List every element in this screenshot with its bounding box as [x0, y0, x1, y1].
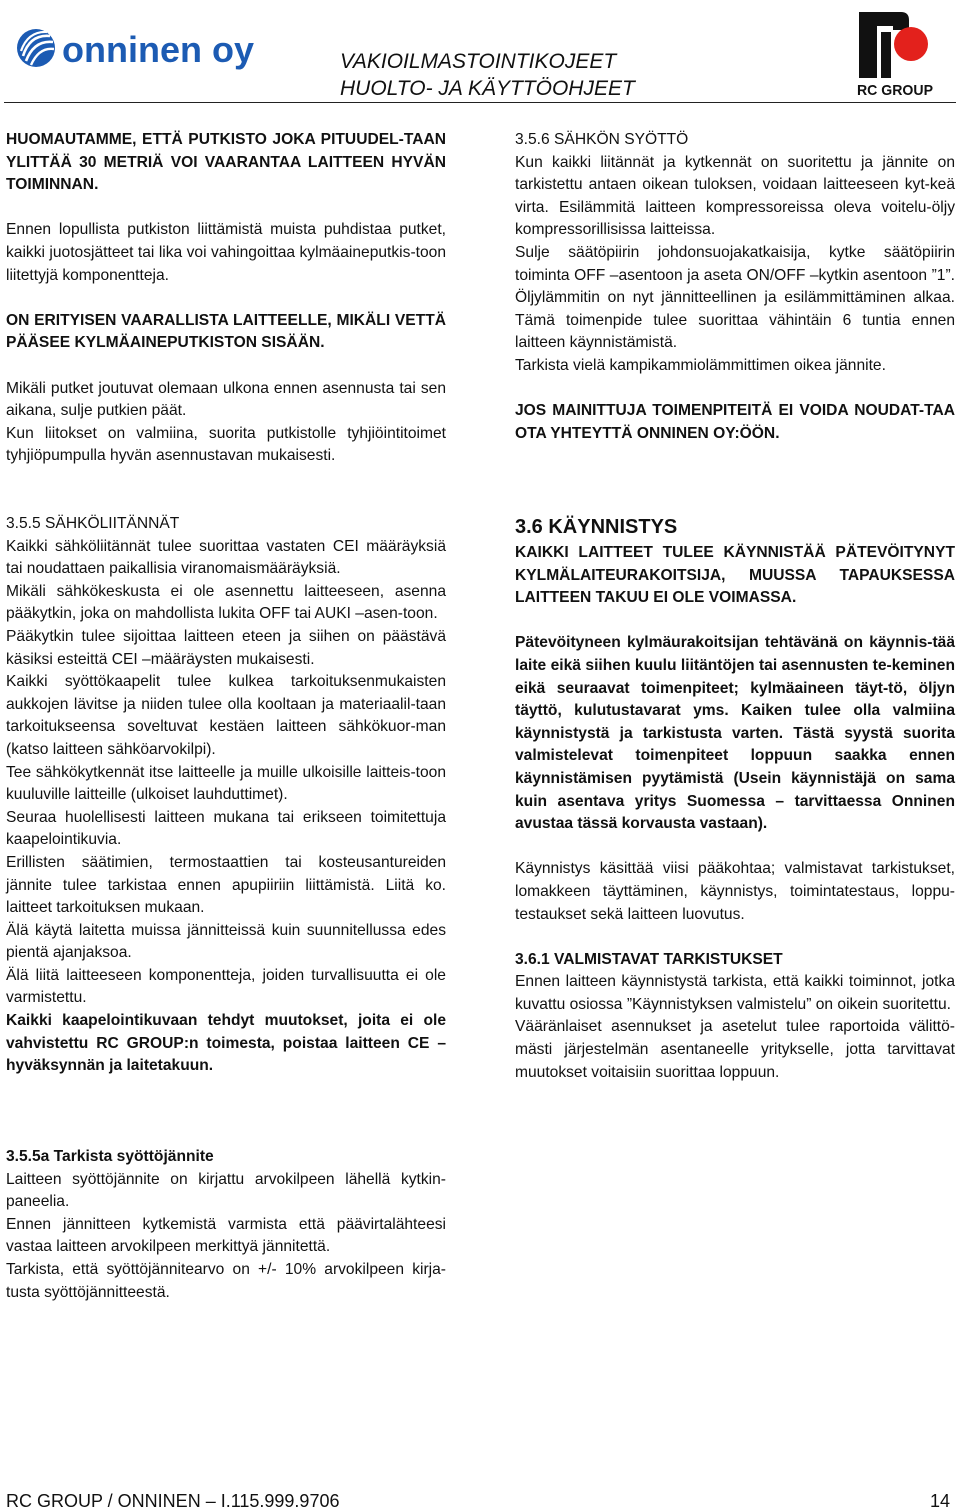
document-title-line1: VAKIOILMASTOINTIKOJEET [340, 50, 617, 73]
section-heading-3-6-1: 3.6.1 VALMISTAVAT TARKISTUKSET [515, 950, 783, 968]
electrical-paragraph-7: Erillisten säätimien, termostaattien tai kosteusantureiden jännite tulee tarkistaa ennen apupiiriin liittämistä. Liitä ko. laitteet tarkoituksen mukaan. [6, 853, 446, 917]
power-supply-paragraph-2: Sulje säätöpiirin johdonsuojakatkaisija, kytke säätöpiirin toiminta OFF –asentoon ja aseta ON/OFF –kytkin asentoon ”1”. Öljylämmitin on nyt jännitteellinen ja esilämmittäminen alkaa. Tämä toimenpide tulee suorittaa vähintäin 6 tuntia ennen laitteen käynnistämistä. [515, 243, 955, 352]
document-title [340, 48, 660, 102]
electrical-paragraph-5: Tee sähkökytkennät itse laitteelle ja muille ulkoisille laitteis-toon kuuluville laitteille (ulkoiset lauhduttimet). [6, 763, 446, 804]
pipe-ends-paragraph: Mikäli putket joutuvat olemaan ulkona ennen asennusta tai sen aikana, sulje putkien päät. [6, 379, 446, 420]
water-danger-warning: ON ERITYISEN VAARALLISTA LAITTEELLE, MIKÄLI VETTÄ PÄÄSEE KYLMÄAINEPUTKISTON SISÄÄN. [6, 311, 446, 352]
footer-doc-reference: RC GROUP / ONNINEN – I.115.999.9706 [6, 1491, 340, 1511]
rc-group-logo-text: RC GROUP [857, 82, 933, 98]
electrical-connections-section [6, 513, 446, 1078]
electrical-paragraph-9: Älä liitä laitteeseen komponentteja, joiden turvallisuutta ei ole varmistettu. [6, 966, 446, 1007]
onninen-logo [14, 26, 284, 74]
contact-onninen-warning: JOS MAINITTUJA TOIMENPITEITÄ EI VOIDA NOUDAT-TAA OTA YHTEYTTÄ ONNINEN OY:ÖÖN. [515, 402, 955, 442]
ce-approval-warning: Kaikki kaapelointikuvaan tehdyt muutokset, joita ei ole vahvistettu RC GROUP:n toimesta, poistaa laitteen CE –hyväksynnän ja laitetakuun. [6, 1012, 446, 1075]
vacuum-paragraph: Kun liitokset on valmiina, suorita putkistolle tyhjiöintitoimet tyhjiöpumpulla hyvän asennustavan mukaisesti. [6, 424, 446, 465]
section-heading-3-5-6: 3.5.6 SÄHKÖN SYÖTTÖ [515, 131, 689, 148]
document-title-line2: HUOLTO- JA KÄYTTÖOHJEET [340, 77, 635, 100]
section-heading-3-5-5: 3.5.5 SÄHKÖLIITÄNNÄT [6, 515, 180, 532]
onninen-logo-text: onninen oy [62, 29, 254, 70]
electrical-paragraph-6: Seuraa huolellisesti laitteen mukana tai erikseen toimitettuja kaapelointikuvia. [6, 808, 446, 849]
electrical-paragraph-3: Pääkytkin tulee sijoittaa laitteen eteen ja siihen on päästävä käsiksi esteittä CEI –määräysten mukaisesti. [6, 627, 446, 668]
piping-section [6, 129, 446, 468]
power-supply-paragraph-3: Tarkista vielä kampikammiolämmittimen oikea jännite. [515, 356, 886, 374]
startup-steps-paragraph: Käynnistys käsittää viisi pääkohtaa; valmistavat tarkistukset, lomakkeen täyttäminen, käynnistys, toimintatestaus, loppu-testaukset sekä laitteen luovutus. [515, 860, 955, 923]
preparatory-checks-paragraph-1: Ennen laitteen käynnistystä tarkista, että kaikki toiminnot, jotka kuvattu osiossa ”Käynnistyksen valmistelu” on oikein suoritettu. [515, 973, 955, 1013]
electrical-paragraph-8: Älä käytä laitetta muissa jännitteissä kuin suunnitellussa edes pientä ajanjaksoa. [6, 921, 446, 962]
piping-length-warning: HUOMAUTAMME, ETTÄ PUTKISTO JOKA PITUUDEL-TAAN YLITTÄÄ 30 METRIÄ VOI VAARANTAA LAITTEEN HYVÄN TOIMINNAN. [6, 131, 446, 194]
piping-clean-paragraph: Ennen lopullista putkiston liittämistä muista puhdistaa putket, kaikki juotosjätteet tai lika voi vahingoittaa kylmäaineputkis-toon liitettyjä komponentteja. [6, 221, 446, 284]
power-supply-paragraph-1: Kun kaikki liitännät ja kytkennät on suoritettu ja jännite on tarkistettu antaen oikean tuloksen, voidaan laitteeseen kyt-keä virta. Esilämmitä laitteen kompressoreissa oleva voitelu-öljy kompressorillisissa laitteissa. [515, 153, 955, 239]
preparatory-checks-paragraph-2: Vääränlaiset asennukset ja asetelut tulee raportoida välittö-mästi järjestelmän asentaneelle yritykselle, jotta tarvittavat muutokset voitaisiin suorittaa loppuun. [515, 1018, 955, 1081]
section-heading-3-6: 3.6 KÄYNNISTYS [515, 516, 678, 538]
qualified-contractor-warning: KAIKKI LAITTEET TULEE KÄYNNISTÄÄ PÄTEVÖITYNYT KYLMÄLAITEURAKOITSIJA, MUUSSA TAPAUKSESSA LAITTEEN TAKUU EI OLE VOIMASSA. [515, 544, 955, 607]
section-heading-3-5-5a: 3.5.5a Tarkista syöttöjännite [6, 1148, 214, 1165]
onninen-swirl-icon [17, 29, 55, 67]
supply-voltage-paragraph-2: Ennen jännitteen kytkemistä varmista että päävirtalähteesi vastaa laitteen arvokilpeen merkittyä jännitettä. [6, 1215, 446, 1256]
supply-voltage-section [6, 1146, 446, 1304]
startup-section [515, 514, 955, 1084]
power-supply-section [515, 129, 955, 445]
supply-voltage-paragraph-3: Tarkista, että syöttöjännitearvo on +/- 10% arvokilpeen kirja-tusta syöttöjännitteestä. [6, 1260, 446, 1301]
supply-voltage-paragraph-1: Laitteen syöttöjännite on kirjattu arvokilpeen lähellä kytkin-paneelia. [6, 1170, 446, 1211]
electrical-paragraph-1: Kaikki sähköliitännät tulee suorittaa vastaten CEI määräyksiä tai noudattaen paikallisia viranomaismääräyksiä. [6, 537, 446, 578]
rc-group-logo [855, 8, 935, 98]
header-divider [4, 102, 956, 103]
rc-red-dot-icon [894, 27, 928, 61]
electrical-paragraph-4: Kaikki syöttökaapelit tulee kulkea tarkoituksenmukaisten aukkojen lävitse ja niiden tulee olla kooltaan ja materiaalil-taan tarkoitukseensa soveltuvat kestäen laitteen sähkökuor-man (katso laitteen sähköarvokilpi). [6, 673, 446, 758]
page-number: 14 [930, 1491, 951, 1511]
electrical-paragraph-2: Mikäli sähkökeskusta ei ole asennettu laitteeseen, asenna pääkytkin, joka on mahdollista lukita OFF tai AUKI –asen-toon. [6, 582, 446, 623]
contractor-duties-paragraph: Pätevöityneen kylmäurakoitsijan tehtävänä on käynnis-tää laite eikä siihen kuulu liitäntöjen tai asennusten te-keminen eikä seuraavat toimenpiteet; kylmäaineen täyt-tö, öljyn täyttö, kulutustavarat yms. Kaiken tulee olla valmiina käynnistystä ja tarkistusta varten. Tästä syystä suorita valmistelevat toimenpiteet loppuun saakka ennen käynnistämisen pyytämistä (Usein käynnistäjä on sama kuin asentava yritys Suomessa – tarvittaessa Onninen avustaa tässä korvausta vastaan). [515, 634, 955, 833]
